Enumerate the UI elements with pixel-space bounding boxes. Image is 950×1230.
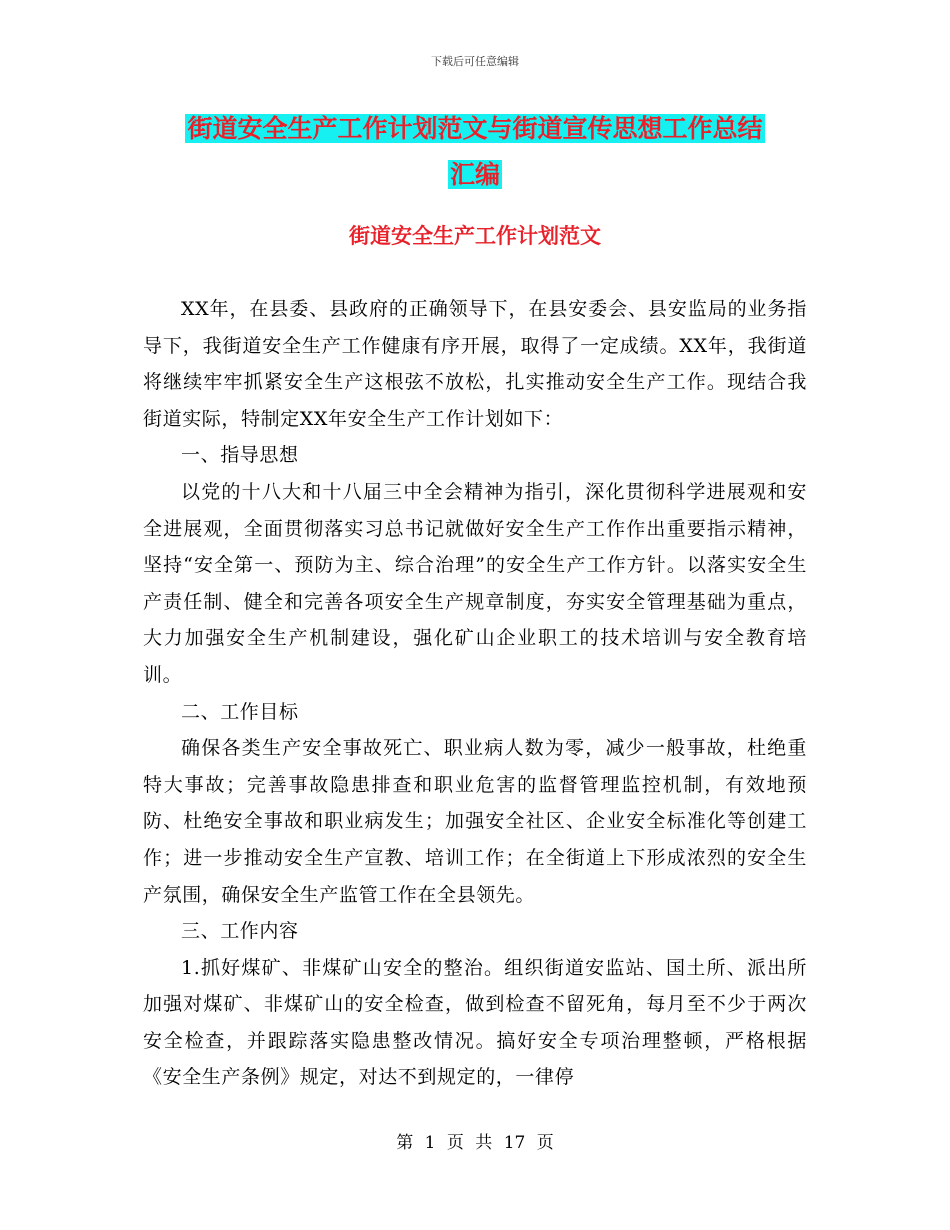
paragraph-guiding-ideology: 以党的十八大和十八届三中全会精神为指引，深化贯彻科学进展观和安全进展观，全面贯彻落实习总书记就做好安全生产工作作出重要指示精神，坚持“安全第一、预防为主、综合治理”的安全生产工作方针。以落实安全生产责任制、健全和完善各项安全生产规章制度，夯实安全管理基础为重点，大力加强安全生产机制建设，强化矿山企业职工的技术培训与安全教育培训。: [143, 480, 807, 686]
paragraph-work-goals: 确保各类生产安全事故死亡、职业病人数为零，减少一般事故，杜绝重特大事故；完善事故隐患排查和职业危害的监督管理监控机制，有效地预防、杜绝安全事故和职业病发生；加强安全社区、企业安全标准化等创建工作；进一步推动安全生产宣教、培训工作；在全街道上下形成浓烈的安全生产氛围，确保安全生产监管工作在全县领先。: [143, 737, 807, 906]
document-title-line-2: 汇编: [449, 160, 500, 189]
paragraph-work-content-1: 1.抓好煤矿、非煤矿山安全的整治。组织街道安监站、国土所、派出所加强对煤矿、非煤矿山的安全检查，做到检查不留死角，每月至不少于两次安全检查，并跟踪落实隐患整改情况。搞好安全专项治理整顿，严格根据《安全生产条例》规定，对达不到规定的，一律停: [143, 956, 807, 1089]
document-title: [140, 106, 810, 198]
heading-work-goals: 二、工作目标: [181, 700, 299, 723]
document-title-line-1: 街道安全生产工作计划范文与街道宣传思想工作总结: [187, 114, 763, 143]
page-footer: 第 1 页 共 17 页: [396, 1133, 554, 1153]
heading-work-content: 三、工作内容: [181, 920, 299, 943]
header-note: 下载后可任意编辑: [431, 55, 519, 68]
section-title: 街道安全生产工作计划范文: [349, 223, 601, 248]
paragraph-intro: XX年，在县委、县政府的正确领导下，在县安委会、县安监局的业务指导下，我街道安全生产工作健康有序开展，取得了一定成绩。XX年，我街道将继续牢牢抓紧安全生产这根弦不放松，扎实推动安全生产工作。现结合我街道实际，特制定XX年安全生产工作计划如下：: [143, 298, 807, 430]
document-body: [143, 291, 807, 1096]
heading-guiding-ideology: 一、指导思想: [181, 444, 299, 467]
